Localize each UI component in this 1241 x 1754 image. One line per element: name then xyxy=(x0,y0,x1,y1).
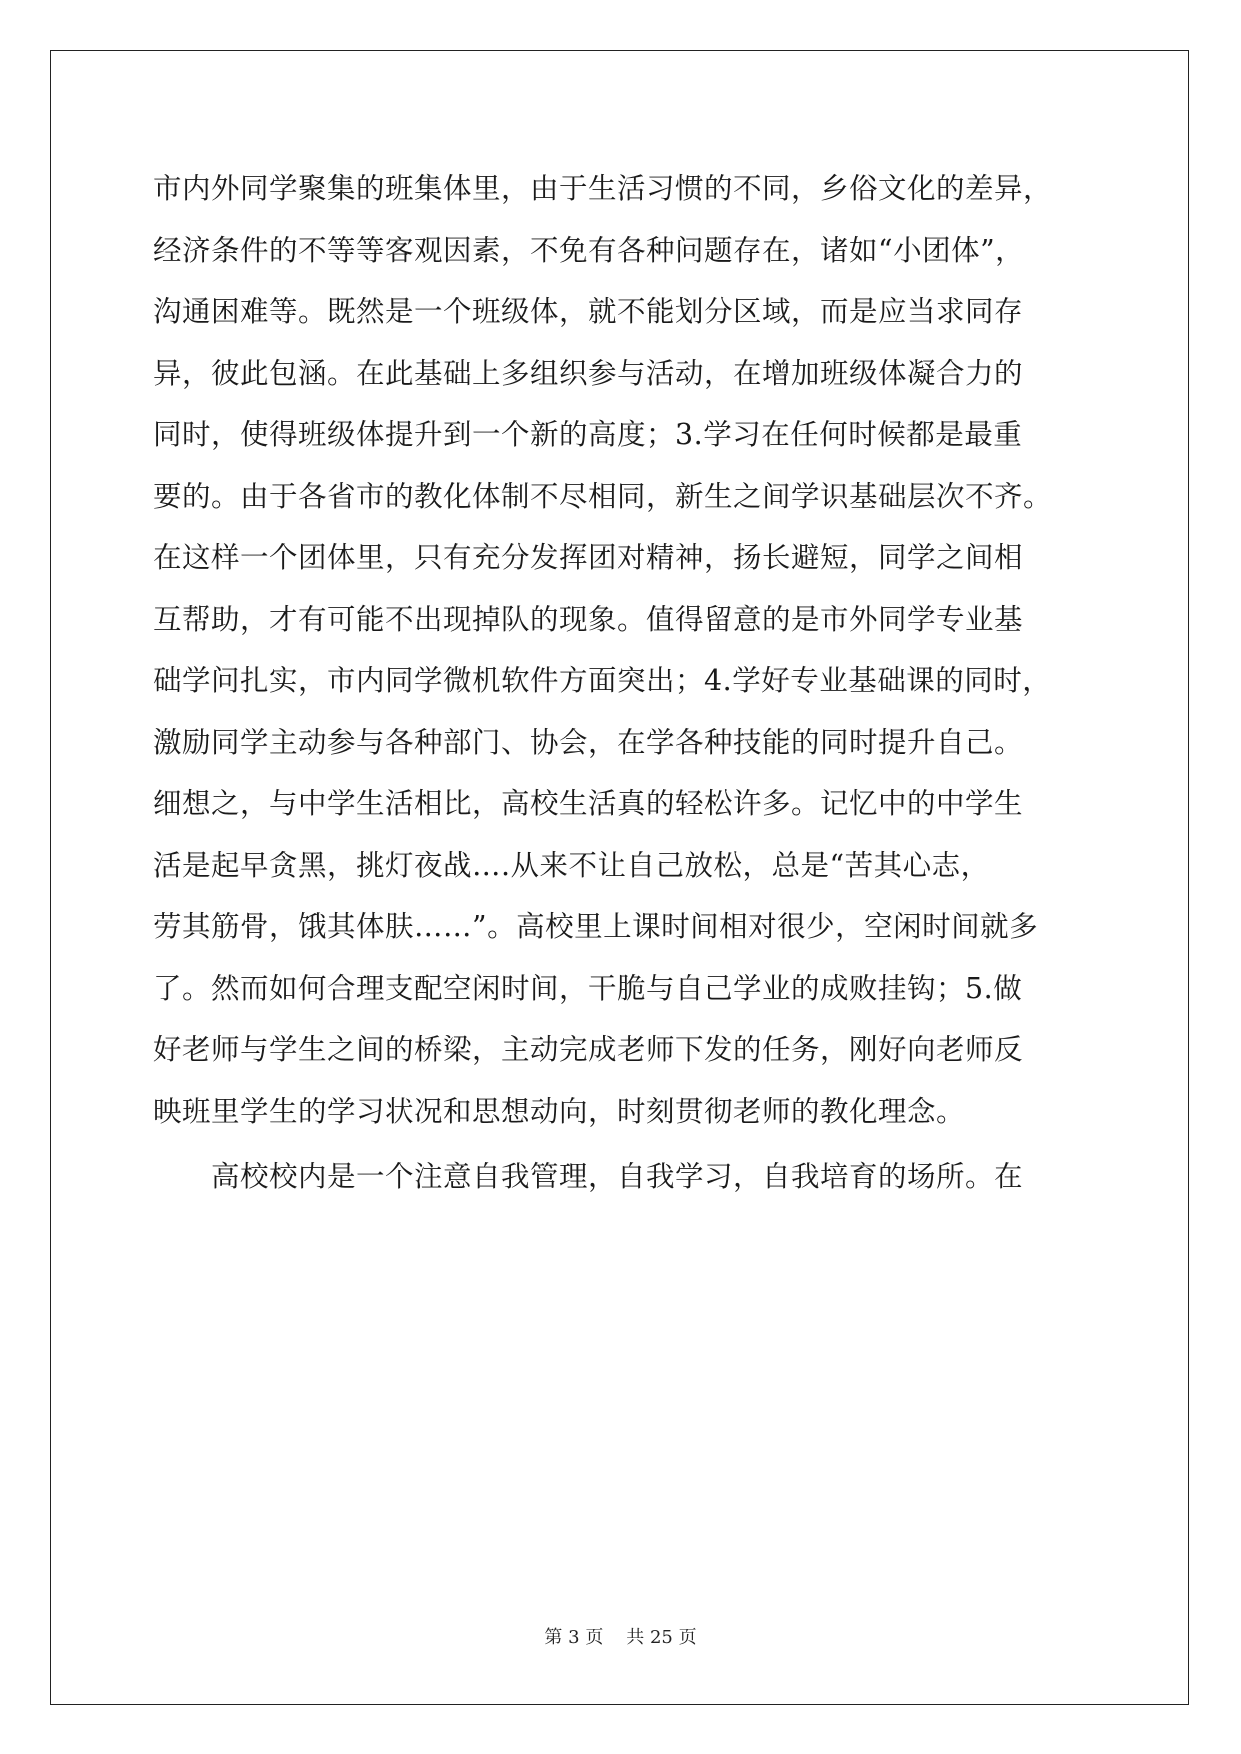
text-line: 在这样一个团体里，只有充分发挥团对精神，扬长避短，同学之间相 xyxy=(153,541,1024,574)
text-line: 激励同学主动参与各种部门、协会，在学各种技能的同时提升自己。 xyxy=(153,725,1024,759)
text-line: 异，彼此包涵。在此基础上多组织参与活动，在增加班级体凝合力的 xyxy=(153,356,1024,390)
text-line: 同时，使得班级体提升到一个新的高度；3.学习在任何时候都是最重 xyxy=(153,418,1023,451)
page-number: 第 3 页 xyxy=(544,1627,604,1648)
page-footer xyxy=(0,1626,1241,1650)
text-line: 细想之，与中学生活相比，高校生活真的轻松许多。记忆中的中学生 xyxy=(153,787,1024,820)
text-line: 础学问扎实，市内同学微机软件方面突出；4.学好专业基础课的同时， xyxy=(153,664,1052,697)
text-line: 映班里学生的学习状况和思想动向，时刻贯彻老师的教化理念。 xyxy=(153,1094,966,1128)
document-body xyxy=(153,158,1088,1208)
text-line: 互帮助，才有可能不出现掉队的现象。值得留意的是市外同学专业基 xyxy=(153,602,1024,636)
paragraph-start: 高校校内是一个注意自我管理，自我学习，自我培育的场所。在 xyxy=(211,1160,1024,1193)
text-line: 好老师与学生之间的桥梁，主动完成老师下发的任务，刚好向老师反 xyxy=(153,1033,1024,1066)
text-line: 沟通困难等。既然是一个班级体，就不能划分区域，而是应当求同存 xyxy=(153,295,1024,328)
text-line: 劳其筋骨，饿其体肤……”。高校里上课时间相对很少，空闲时间就多 xyxy=(153,910,1039,943)
text-line: 活是起早贪黑，挑灯夜战….从来不让自己放松，总是“苦其心志， xyxy=(153,848,990,882)
text-line: 市内外同学聚集的班集体里，由于生活习惯的不同，乡俗文化的差异， xyxy=(153,172,1053,205)
text-line: 了。然而如何合理支配空闲时间，干脆与自己学业的成败挂钩；5.做 xyxy=(153,971,1023,1005)
page-total: 共 25 页 xyxy=(626,1627,697,1648)
text-line: 要的。由于各省市的教化体制不尽相同，新生之间学识基础层次不齐。 xyxy=(153,479,1053,513)
text-line: 经济条件的不等等客观因素，不免有各种问题存在，诸如“小团体”， xyxy=(153,233,1025,267)
